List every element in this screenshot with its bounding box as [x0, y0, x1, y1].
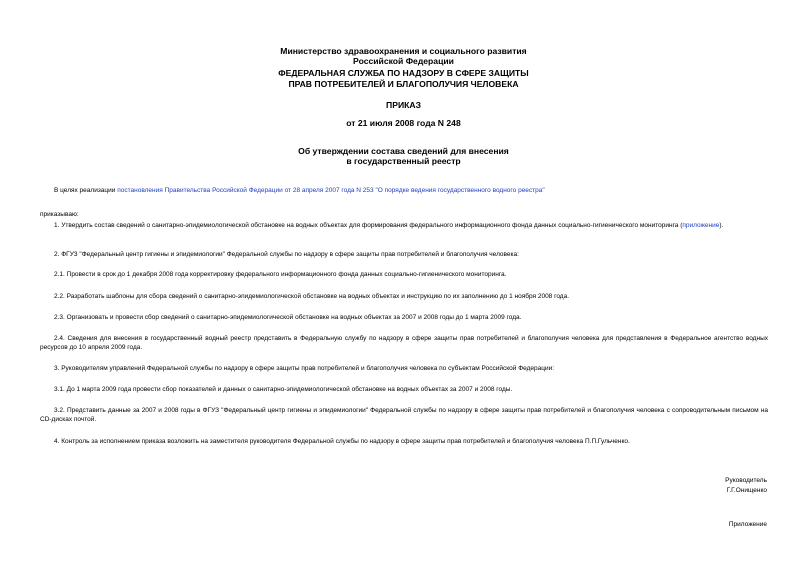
document-date-number: от 21 июля 2008 года N 248 [346, 118, 461, 128]
order-word: приказываю: [40, 211, 79, 218]
service-name-line2: ПРАВ ПОТРЕБИТЕЛЕЙ И БЛАГОПОЛУЧИЯ ЧЕЛОВЕКА [288, 79, 519, 89]
document-type: ПРИКАЗ [386, 100, 421, 110]
ministry-name-line2: Российской Федерации [353, 56, 454, 66]
item-1-paragraph [40, 221, 768, 230]
item-1-text: 1. Утвердить состав сведений о санитарно-эпидемиологической обстановке на водных объектах для формирования федерального информационного фонда данных социально-гигиенического мониторинга ( [54, 222, 683, 229]
item-3-2-paragraph: 3.2. Представить данные за 2007 и 2008 годы в ФГУЗ "Федеральный центр гигиены и эпидемиологии" Федеральной службы по надзору в сфере защиты прав потребителей и благополучия человека с сопроводительным письмом на CD-дисках почтой. [40, 407, 768, 423]
item-1-end: ). [719, 222, 724, 229]
appendix-link[interactable]: приложение [682, 222, 720, 229]
government-decree-link[interactable]: постановления Правительства Российской Федерации от 28 апреля 2007 года N 253 "О порядке ведения государственного водного реестра" [117, 187, 545, 194]
signature-role: Руководитель [725, 477, 767, 484]
document-title-line2: в государственный реестр [346, 156, 461, 166]
item-2-2-paragraph: 2.2. Разработать шаблоны для сбора сведений о санитарно-эпидемиологической обстановке на водных объектах и инструкцию по их заполнению до 1 ноября 2008 года. [54, 293, 570, 300]
item-4-paragraph: 4. Контроль за исполнением приказа возложить на заместителя руководителя Федеральной службы по надзору в сфере защиты прав потребителей и благополучия человека П.П.Гульченко. [54, 438, 630, 445]
service-name-line1: ФЕДЕРАЛЬНАЯ СЛУЖБА ПО НАДЗОРУ В СФЕРЕ ЗАЩИТЫ [278, 68, 529, 78]
item-2-paragraph: 2. ФГУЗ "Федеральный центр гигиены и эпидемиологии" Федеральной службы по надзору в сфере защиты прав потребителей и благополучия человека: [54, 251, 519, 258]
document-title-line1: Об утверждении состава сведений для внесения [298, 146, 509, 156]
ministry-name-line1: Министерство здравоохранения и социального развития [280, 46, 527, 56]
item-2-3-paragraph: 2.3. Организовать и провести сбор сведений о санитарно-эпидемиологической обстановке на водных объектах за 2007 и 2008 годы до 1 марта 2009 года. [54, 314, 522, 321]
item-3-paragraph: 3. Руководителям управлений Федеральной службы по надзору в сфере защиты прав потребителей и благополучия человека по субъектам Российской Федерации: [54, 365, 555, 372]
appendix-label: Приложение [728, 521, 767, 528]
intro-prefix: В целях реализации [54, 187, 118, 194]
item-2-4-paragraph: 2.4. Сведения для внесения в государственный водный реестр представить в Федеральную службу по надзору в сфере защиты прав потребителей и благополучия человека для представления в Федеральное агентство водных ресурсов до 10 апреля 2009 года. [40, 335, 768, 351]
item-3-1-paragraph: 3.1. До 1 марта 2009 года провести сбор показателей и данных о санитарно-эпидемиологической обстановке на водных объектах за 2007 и 2008 годы. [54, 386, 513, 393]
intro-paragraph [40, 186, 768, 195]
signature-name: Г.Г.Онищенко [726, 487, 767, 494]
item-2-1-paragraph: 2.1. Провести в срок до 1 декабря 2008 года корректировку федерального информационного фонда данных социально-гигиенического мониторинга. [54, 271, 507, 278]
